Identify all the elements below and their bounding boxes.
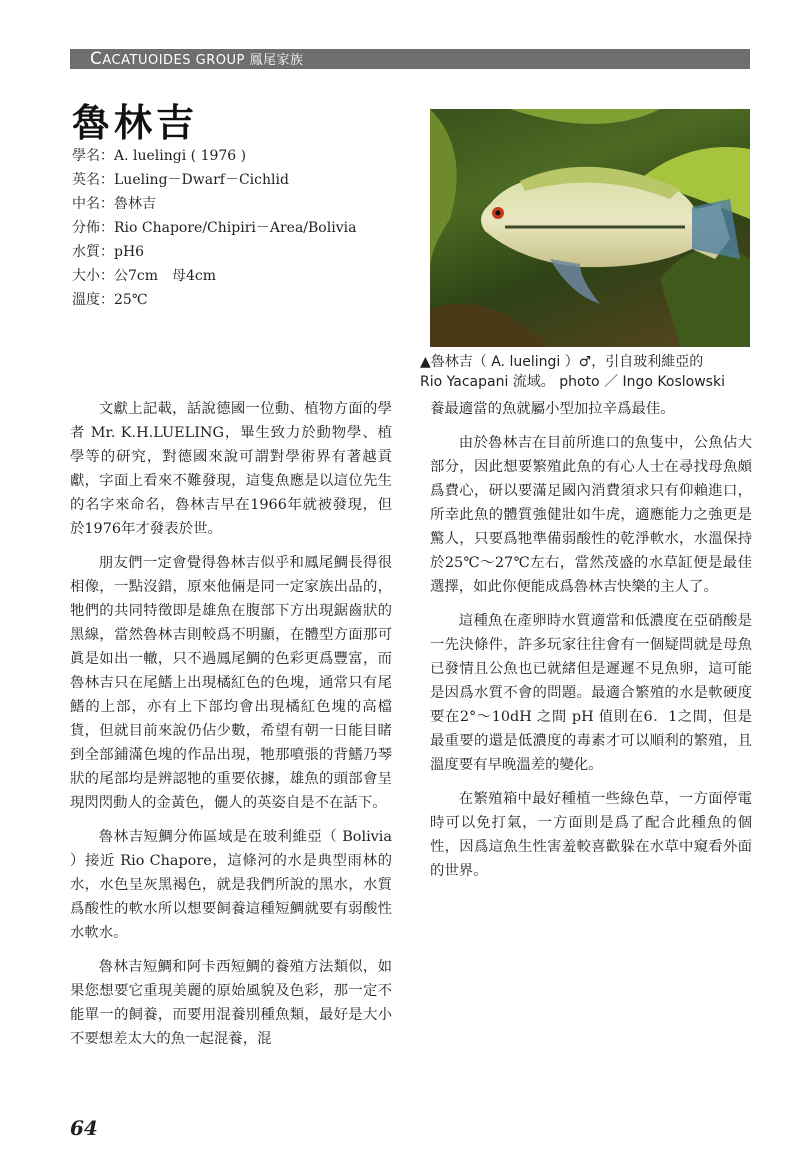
page-number: 64: [70, 1116, 98, 1140]
fish-illustration: [430, 109, 750, 347]
plant-leaf: [660, 248, 750, 347]
caption-line-2: Rio Yacapani 流域。 photo ／ Ingo Koslowski: [420, 374, 725, 390]
paragraph: 這種魚在產卵時水質適當和低濃度在亞硝酸是一先決條件，許多玩家往往會有一個疑問就是母魚已發情且公魚也已就緒但是遲遲不見魚卵，這可能是因爲水質不會的問題。最適合繁殖的水是軟硬度要在2°～10dH 之間 pH 值則在6．1之間，但是最重要的還是低濃度的毒素才可以順利的繁殖，且溫度要有早晚溫差的變化。: [430, 613, 752, 773]
info-size: 大小：公7cm 母4cm: [72, 268, 217, 284]
article-column-left: [70, 397, 392, 1061]
series-chinese-name: 鳳尾家族: [249, 53, 304, 68]
caption-line-1: ▲魯林吉（ A. luelingi ）♂，引自玻利維亞的: [420, 354, 704, 370]
species-title: 魯林吉: [72, 101, 199, 145]
paragraph: 由於魯林吉在目前所進口的魚隻中，公魚佔大部分，因此想要繁殖此魚的有心人士在尋找母魚頗爲費心，研以要滿足國內消費須求只有仰賴進口，所幸此魚的體質強健壯如牛虎，適應能力之強更是驚人，只要爲牠準備弱酸性的乾淨軟水，水溫保持於25℃～27℃左右，當然茂盛的水草缸便是最佳選擇，如此你便能成爲魯林吉快樂的主人了。: [430, 435, 752, 595]
series-header-bar: [70, 49, 750, 69]
info-english-name: 英名：Lueling－Dwarf－Cichlid: [72, 172, 289, 188]
paragraph-continued: 養最適當的魚就屬小型加拉辛爲最佳。: [430, 401, 675, 417]
paragraph: 魯林吉短鯛分佈區域是在玻利維亞（ Bolivia ）接近 Rio Chapore，這條河的水是典型雨林的水，水色呈灰黑褐色，就是我們所說的黑水，水質爲酸性的軟水所以想要飼養這種短鯛就要有弱酸性水軟水。: [70, 829, 392, 941]
plant-leaf: [510, 109, 660, 124]
paragraph: 朋友們一定會覺得魯林吉似乎和鳳尾鯛長得很相像，一點沒錯，原來他倆是同一定家族出品的，牠們的共同特徵即是雄魚在腹部下方出現鋸齒狀的黑線，當然魯林吉則較爲不明顯，在體型方面那可眞是如出一轍，只不過鳳尾鯛的色彩更爲豐富，而魯林吉只在尾鰭上出現橘紅色的色塊，通常只有尾鰭的上部，亦有上下部均會出現橘紅色塊的高檔貨，但就目前來說仍佔少數，希望有朝一日能目睹到全部鋪滿色塊的作品出現，牠那噴張的背鰭乃琴狀的尾部均是辨認牠的重要依據，雄魚的頭部會呈現閃閃動人的金黃色，儷人的英姿自是不在話下。: [70, 555, 392, 811]
info-scientific-name: 學名：A. luelingi ( 1976 ): [72, 148, 247, 164]
series-header-text: [90, 49, 303, 71]
series-initial: C: [90, 49, 103, 69]
plant-leaf: [430, 109, 457, 269]
fish-photo: [430, 109, 750, 347]
paragraph: 在繁殖箱中最好種植一些綠色草，一方面停電時可以免打氣，一方面則是爲了配合此種魚的個性，因爲這魚生性害羞較喜歡躲在水草中窺看外面的世界。: [430, 791, 752, 879]
info-distribution: 分佈：Rio Chapore/Chipiri－Area/Bolivia: [72, 220, 357, 236]
info-chinese-name: 中名：魯林吉: [72, 196, 156, 212]
info-water-quality: 水質：pH6: [72, 244, 145, 260]
paragraph: 文獻上記載，話說德國一位動、植物方面的學者 Mr. K.H.LUELING，畢生致力於動物學、植 學等的研究，對德國來說可謂對學術界有著越貢獻，字面上看來不難發現，這隻魚應是以這位先生的名字來命名，魯林吉早在1966年就被發現，但於1976年才發表於世。: [70, 401, 392, 537]
series-name: ACATUOIDES GROUP: [102, 53, 245, 68]
article-column-right: [430, 397, 752, 893]
photo-caption: [420, 352, 780, 392]
gravel: [430, 304, 550, 347]
info-temperature: 溫度：25℃: [72, 292, 148, 308]
species-info-list: [72, 144, 356, 312]
paragraph: 魯林吉短鯛和阿卡西短鯛的養殖方法類似，如果您想要它重現美麗的原始風貌及色彩，那一定不能單一的飼養，而要用混養別種魚類，最好是大小不要想差太大的魚一起混養，混: [70, 959, 392, 1047]
fish-pupil: [496, 211, 501, 216]
